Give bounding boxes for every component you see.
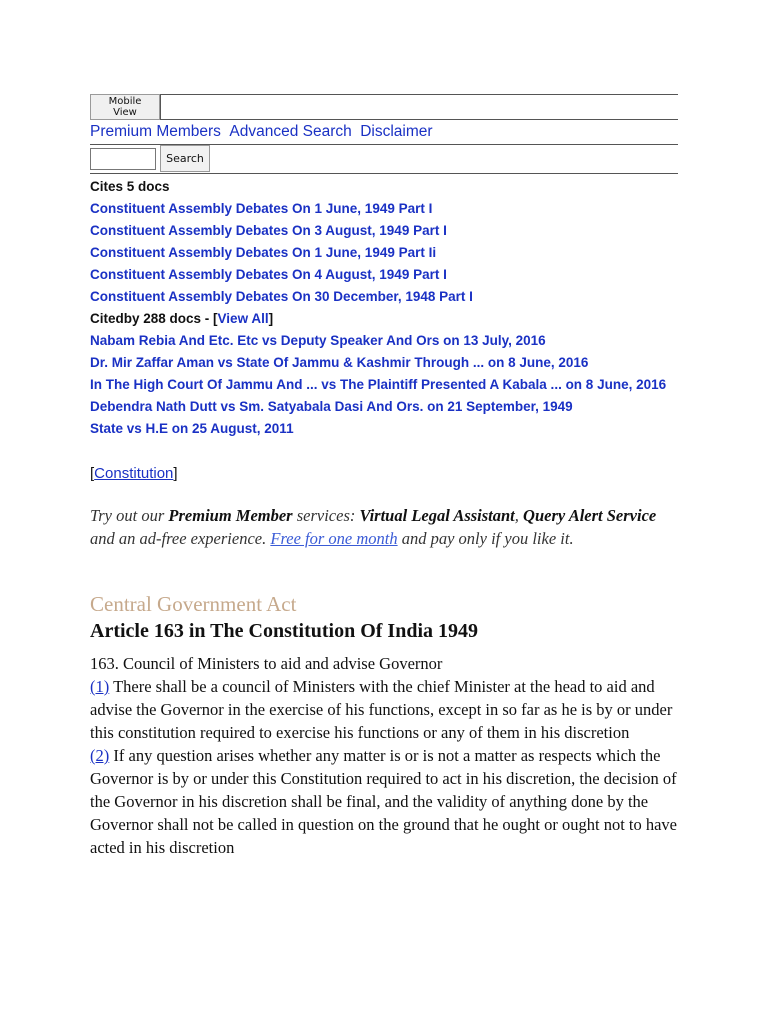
advanced-search-link[interactable]: Advanced Search (229, 123, 352, 140)
premium-members-link[interactable]: Premium Members (90, 123, 221, 140)
premium-promo (90, 504, 680, 550)
constitution-link[interactable]: Constitution (94, 465, 174, 482)
search-input[interactable] (90, 148, 156, 170)
promo-virtual-assistant: Virtual Legal Assistant (359, 506, 515, 525)
category-tag (90, 464, 178, 484)
cites-link[interactable]: Constituent Assembly Debates On 1 June, 1949 Part I (90, 201, 433, 216)
cites-link[interactable]: Constituent Assembly Debates On 4 August, 1949 Part I (90, 267, 447, 282)
citedby-link[interactable]: State vs H.E on 25 August, 2011 (90, 421, 294, 436)
citedby-link[interactable]: Nabam Rebia And Etc. Etc vs Deputy Speaker And Ors on 13 July, 2016 (90, 333, 546, 348)
citedby-heading-end: ] (268, 311, 274, 326)
cites-heading: Cites 5 docs (90, 179, 170, 194)
clause-2-text: If any question arises whether any matter is or is not a matter as respects which the Governor is by or under this Constitution required to act in his discretion, the decision of the Governor in his discretion shall be final, and the validity of anything done by the Governor shall not be called in question on the ground that he ought or ought not to have acted in his discretion (90, 746, 678, 857)
search-button[interactable]: Search (160, 145, 210, 172)
citedby-heading (90, 308, 690, 330)
promo-premium-member: Premium Member (168, 506, 293, 525)
promo-text: Try out our (90, 506, 169, 525)
free-trial-link[interactable]: Free for one month (270, 529, 398, 548)
citedby-link[interactable]: Dr. Mir Zaffar Aman vs State Of Jammu & Kashmir Through ... on 8 June, 2016 (90, 355, 589, 370)
top-menu (90, 122, 678, 145)
document-title: Article 163 in The Constitution Of India 1949 (90, 620, 478, 642)
top-toolbar (90, 94, 678, 122)
promo-text: and pay only if you like it. (397, 529, 574, 548)
cites-link[interactable]: Constituent Assembly Debates On 3 August, 1949 Part I (90, 223, 447, 238)
promo-text: and an ad-free experience. (90, 529, 271, 548)
document-source: Central Government Act (90, 592, 297, 616)
cites-link[interactable]: Constituent Assembly Debates On 30 December, 1948 Part I (90, 289, 473, 304)
promo-query-alert: Query Alert Service (523, 506, 657, 525)
disclaimer-link[interactable]: Disclaimer (360, 123, 433, 140)
article-heading: 163. Council of Ministers to aid and advise Governor (90, 654, 443, 673)
clause-1-link[interactable]: (1) (90, 677, 110, 696)
mobile-view-button[interactable]: Mobile View (90, 94, 160, 120)
promo-text: , (514, 506, 524, 525)
clause-1 (90, 675, 680, 744)
clause-2-link[interactable]: (2) (90, 746, 110, 765)
citedby-heading-text: Citedby 288 docs - [ (90, 311, 218, 326)
view-all-link[interactable]: View All (217, 311, 269, 326)
toolbar-frame (160, 94, 678, 120)
citations-panel (90, 176, 690, 440)
bracket-close: ] (173, 465, 178, 482)
citedby-link[interactable]: Debendra Nath Dutt vs Sm. Satyabala Dasi And Ors. on 21 September, 1949 (90, 399, 573, 414)
cites-link[interactable]: Constituent Assembly Debates On 1 June, 1949 Part Ii (90, 245, 437, 260)
search-bar (90, 145, 678, 174)
citedby-link[interactable]: In The High Court Of Jammu And ... vs The Plaintiff Presented A Kabala ... on 8 June, 2016 (90, 377, 667, 392)
clause-2 (90, 744, 680, 859)
promo-text: services: (292, 506, 360, 525)
document-body (90, 652, 680, 859)
clause-1-text: There shall be a council of Ministers with the chief Minister at the head to aid and advise the Governor in the exercise of his functions, except in so far as he is by or under this constitution required to exercise his functions or any of them in his discretion (90, 677, 673, 742)
bracket-open: [ (90, 465, 95, 482)
